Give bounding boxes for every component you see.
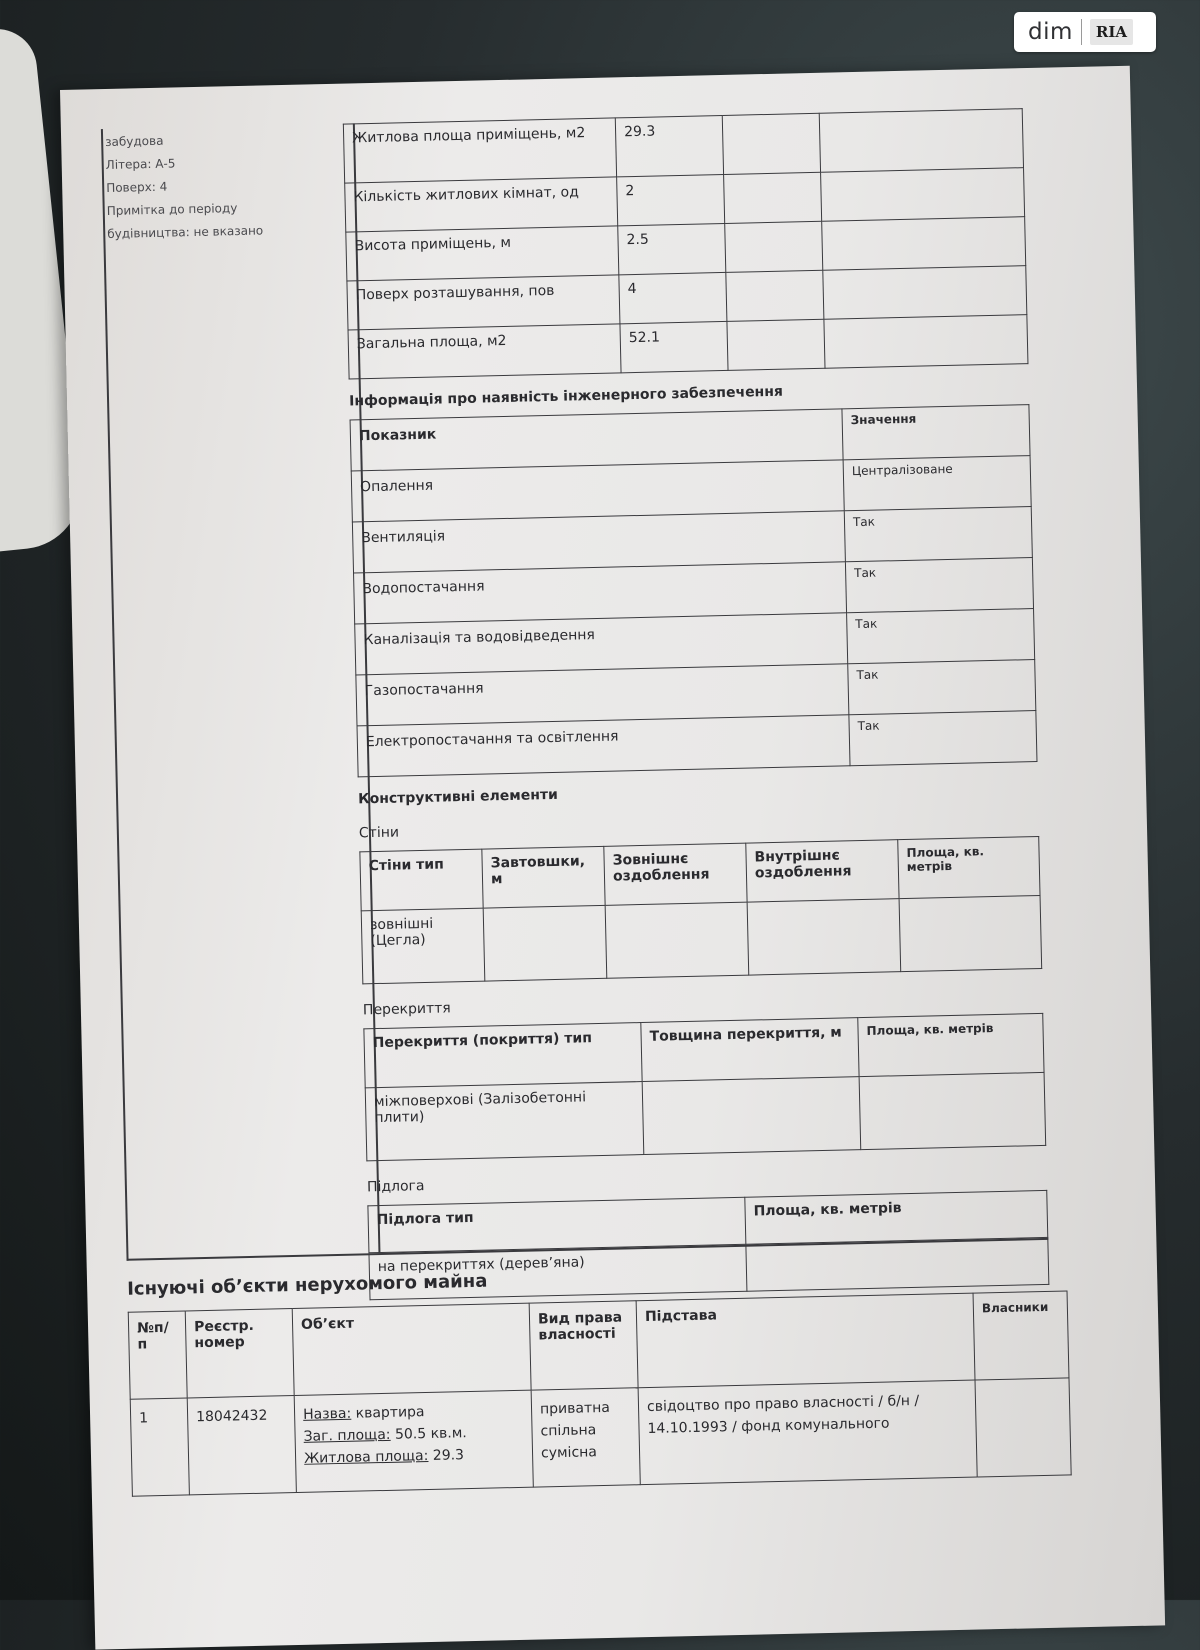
indicator-value: Так [845, 558, 1033, 613]
column-header: Власники [973, 1291, 1069, 1380]
floors-cover-table [363, 1013, 1046, 1161]
table-cell: міжповерхові (Залізобетонні плити) [365, 1082, 644, 1161]
object-name-value: квартира [355, 1404, 425, 1422]
column-header: Зовнішнє оздоблення [604, 843, 747, 905]
empty-cell [725, 221, 823, 272]
table-cell [483, 905, 607, 981]
object-details [294, 1390, 533, 1492]
table-cell [605, 902, 749, 978]
column-header: Завтовшки, м [482, 846, 605, 908]
watermark-dim: dim [1028, 19, 1073, 45]
param-value: 2 [617, 174, 725, 225]
table-cell [642, 1077, 861, 1155]
indicator-label: Газопостачання [356, 664, 849, 726]
empty-cell [824, 315, 1028, 369]
document-page [60, 66, 1165, 1650]
watermark-ria: RIA [1090, 19, 1133, 45]
column-header: Перекриття (покриття) тип [364, 1023, 642, 1088]
floor-label: Підлога [366, 1178, 425, 1196]
engineering-title: Інформація про наявність інженерного забезпечення [348, 383, 784, 410]
walls-label: Стіни [358, 824, 400, 842]
watermark-separator [1081, 19, 1082, 45]
building-meta [105, 127, 288, 246]
meta-line: забудова [105, 133, 164, 149]
param-label: Загальна площа, м2 [348, 324, 621, 379]
column-header: Підстава [636, 1293, 975, 1388]
indicator-value: Так [848, 660, 1036, 715]
table-cell [747, 899, 901, 975]
table-row [130, 1378, 1071, 1496]
owners-cell [975, 1378, 1071, 1477]
param-value: 29.3 [615, 115, 723, 176]
column-header: Товщина перекриття, м [641, 1018, 859, 1082]
column-header: Значення [842, 405, 1030, 460]
ownership-type: приватна спільна сумісна [531, 1388, 640, 1487]
floors-cover-label: Перекриття [362, 1000, 451, 1019]
meta-line: Літера: А-5 [105, 156, 176, 172]
indicator-label: Водопостачання [354, 562, 847, 624]
column-header: Об’єкт [292, 1303, 531, 1395]
table-row [365, 1072, 1045, 1160]
column-header: Реєстр. номер [185, 1309, 294, 1398]
table-cell: зовнішні (Цегла) [361, 908, 485, 984]
param-value: 2.5 [618, 223, 726, 274]
indicator-label: Каналізація та водовідведення [355, 613, 848, 675]
indicator-label: Електропостачання та освітлення [357, 715, 850, 777]
registry-number: 18042432 [187, 1396, 296, 1495]
meta-line: Поверх: 4 [106, 179, 168, 195]
indicator-label: Вентиляція [352, 511, 845, 573]
main-content [343, 108, 1050, 1300]
object-name-label: Назва: [302, 1405, 352, 1423]
column-header: Вид права власності [529, 1301, 638, 1390]
empty-cell [724, 172, 822, 223]
engineering-table [350, 404, 1038, 777]
indicator-value: Централізоване [843, 456, 1031, 511]
table-cell [859, 1072, 1046, 1149]
column-header: Внутрішнє оздоблення [746, 840, 899, 902]
empty-cell [727, 319, 825, 370]
ownership-basis: свідоцтво про право власності / б/н / 14.10.1993 / фонд комунального [638, 1380, 977, 1485]
table-cell: на перекриттях (дерев’яна) [369, 1244, 747, 1300]
column-header: Площа, кв. метрів [858, 1013, 1044, 1076]
existing-objects-section [127, 1257, 1072, 1496]
indicator-value: Так [847, 609, 1035, 664]
table-row [361, 895, 1041, 983]
param-label: Висота приміщень, м [346, 226, 619, 281]
empty-cell [819, 109, 1023, 173]
object-living-label: Житлова площа: [303, 1447, 429, 1467]
column-header: Підлога тип [368, 1197, 746, 1253]
param-value: 52.1 [620, 321, 728, 372]
object-living-value: 29.3 [432, 1447, 465, 1464]
column-header: Стіни тип [360, 849, 483, 911]
indicator-label: Опалення [351, 460, 844, 522]
column-header: Площа, кв. метрів [745, 1190, 1048, 1244]
param-value: 4 [619, 272, 727, 323]
walls-table [359, 836, 1042, 984]
dimria-watermark [1014, 12, 1156, 52]
row-number: 1 [130, 1398, 189, 1496]
empty-cell [823, 266, 1027, 320]
empty-cell [822, 217, 1026, 271]
meta-line: Примітка до періоду [106, 201, 238, 218]
column-header: Показник [350, 409, 843, 471]
meta-line: будівництва: не вказано [107, 223, 264, 241]
empty-cell [821, 168, 1025, 222]
objects-title: Існуючі об’єкти нерухомого майна [126, 1270, 488, 1300]
indicator-value: Так [849, 711, 1037, 766]
object-area-label: Заг. площа: [303, 1426, 391, 1445]
empty-cell [722, 113, 820, 174]
constructive-title: Конструктивні елементи [357, 786, 559, 808]
apartment-params-table [343, 108, 1029, 379]
param-label: Кількість житлових кімнат, од [345, 177, 618, 232]
column-header: №п/п [128, 1311, 187, 1399]
param-label: Поверх розташування, пов [347, 275, 620, 330]
objects-table [128, 1290, 1072, 1496]
empty-cell [726, 270, 824, 321]
param-label: Житлова площа приміщень, м2 [343, 118, 616, 183]
object-area-value: 50.5 кв.м. [394, 1425, 467, 1443]
indicator-value: Так [844, 507, 1032, 562]
column-header: Площа, кв. метрів [898, 836, 1040, 898]
table-cell [899, 895, 1042, 971]
